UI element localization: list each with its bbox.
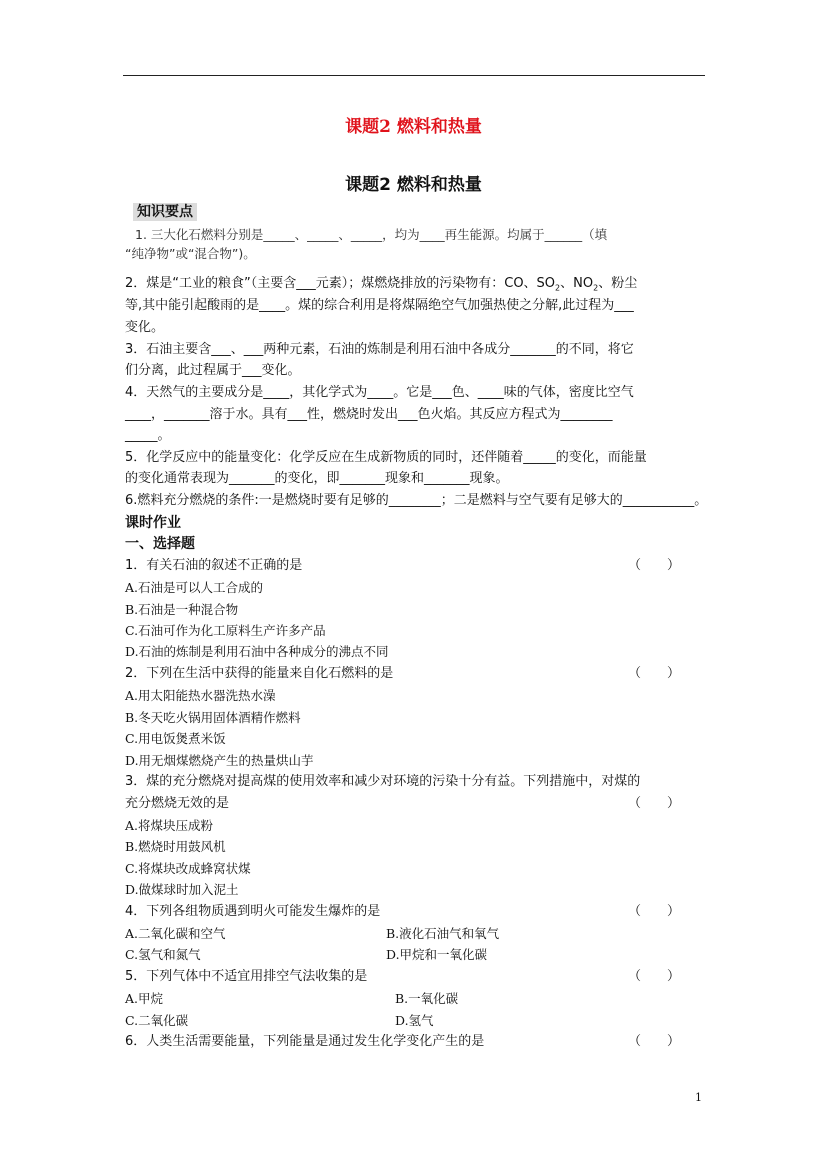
q2-sub1: 2 xyxy=(555,283,561,293)
q2-option-c: C.用电饭煲煮米饭 xyxy=(125,731,226,746)
document-title: 课题2 燃料和热量 xyxy=(345,175,482,195)
answer-paren-1: （ ） xyxy=(628,558,681,573)
knowledge-heading: 知识要点 xyxy=(133,203,197,221)
q1-option-a: A.石油是可以人工合成的 xyxy=(125,580,264,595)
q5-option-c: C.二氧化碳 xyxy=(125,1013,189,1028)
q1-line2: “纯净物”或“混合物”)。 xyxy=(125,246,256,261)
question-4-stem: 4．下列各组物质遇到明火可能发生爆炸的是 xyxy=(125,904,381,919)
q3-line1: 3．石油主要含___、___两种元素，石油的炼制是利用石油中各成分_______的不同，将它 xyxy=(125,342,634,357)
q2-text-c: 、粉尘 xyxy=(598,276,638,291)
q5-option-a: A.甲烷 xyxy=(125,991,164,1006)
q4-option-d: D.甲烷和一氧化碳 xyxy=(386,947,488,962)
q2-text-b: 、NO xyxy=(560,276,594,291)
q4-option-b: B.液化石油气和氧气 xyxy=(386,926,500,941)
q3-option-d: D.做煤球时加入泥土 xyxy=(125,882,239,897)
q5-option-d: D.氢气 xyxy=(395,1013,434,1028)
q2-option-a: A.用太阳能热水器洗热水澡 xyxy=(125,688,276,703)
header-rule xyxy=(123,75,705,76)
question-2-stem: 2．下列在生活中获得的能量来自化石燃料的是 xyxy=(125,666,394,681)
q4-line1: 4．天然气的主要成分是____，其化学式为____。它是___色、____味的气体，密度比空气 xyxy=(125,385,634,400)
q2-text-a: 2．煤是“工业的粮食”（主要含___元素）；煤燃烧排放的污染物有：CO、SO xyxy=(125,276,556,291)
q3-option-b: B.燃烧时用鼓风机 xyxy=(125,839,226,854)
page-title: 课题2 燃料和热量 xyxy=(345,117,482,137)
q3-option-a: A.将煤块压成粉 xyxy=(125,818,214,833)
q2-line3: 变化。 xyxy=(125,320,165,335)
question-5-stem: 5．下列气体中不适宜用排空气法收集的是 xyxy=(125,969,368,984)
page-number: 1 xyxy=(695,1091,702,1104)
answer-paren-5: （ ） xyxy=(628,969,681,984)
q4-line3: _____。 xyxy=(125,428,171,443)
q4-option-c: C.氢气和氮气 xyxy=(125,947,201,962)
q2-option-b: B.冬天吃火锅用固体酒精作燃料 xyxy=(125,710,301,725)
q5-option-b: B.一氧化碳 xyxy=(395,991,459,1006)
question-3-stem: 3．煤的充分燃烧对提高煤的使用效率和减少对环境的污染十分有益。下列措施中，对煤的 xyxy=(125,774,641,789)
q2-sub2: 2 xyxy=(593,283,599,293)
q3-line2: 们分离，此过程属于___变化。 xyxy=(125,363,301,378)
answer-paren-4: （ ） xyxy=(628,904,681,919)
question-3-stem-cont: 充分燃烧无效的是 xyxy=(125,796,230,811)
answer-paren-3: （ ） xyxy=(628,796,681,811)
q4-line2: ____，_______溶于水。具有___性，燃烧时发出___色火焰。其反应方程式为________ xyxy=(125,407,613,422)
homework-heading: 课时作业 xyxy=(125,515,181,531)
q5-line2: 的变化通常表现为_______的变化，即_______现象和_______现象。 xyxy=(125,471,509,486)
answer-paren-2: （ ） xyxy=(628,666,681,681)
q3-option-c: C.将煤块改成蜂窝状煤 xyxy=(125,861,251,876)
q2-line2: 等,其中能引起酸雨的是____。煤的综合利用是将煤隔绝空气加强热使之分解,此过程为___ xyxy=(125,298,634,313)
q1-option-d: D.石油的炼制是利用石油中各种成分的沸点不同 xyxy=(125,644,389,659)
q1-option-c: C.石油可作为化工原料生产许多产品 xyxy=(125,623,326,638)
q1-option-b: B.石油是一种混合物 xyxy=(125,602,239,617)
question-6-stem: 6．人类生活需要能量，下列能量是通过发生化学变化产生的是 xyxy=(125,1034,485,1049)
answer-paren-6: （ ） xyxy=(628,1034,681,1049)
question-1-stem: 1．有关石油的叙述不正确的是 xyxy=(125,558,303,573)
q2-option-d: D.用无烟煤燃烧产生的热量烘山芋 xyxy=(125,753,314,768)
q5-line1: 5．化学反应中的能量变化：化学反应在生成新物质的同时，还伴随着_____的变化，而能量 xyxy=(125,450,647,465)
section-choice-heading: 一、选择题 xyxy=(125,536,195,552)
q2-line1 xyxy=(125,275,637,298)
q4-option-a: A.二氧化碳和空气 xyxy=(125,926,226,941)
q6-line1: 6.燃料充分燃烧的条件:一是燃烧时要有足够的________；二是燃料与空气要有足够大的___________。 xyxy=(125,493,708,508)
q1-line1: 1. 三大化石燃料分别是_____、_____、_____，均为____再生能源。均属于______（填 xyxy=(135,227,608,242)
